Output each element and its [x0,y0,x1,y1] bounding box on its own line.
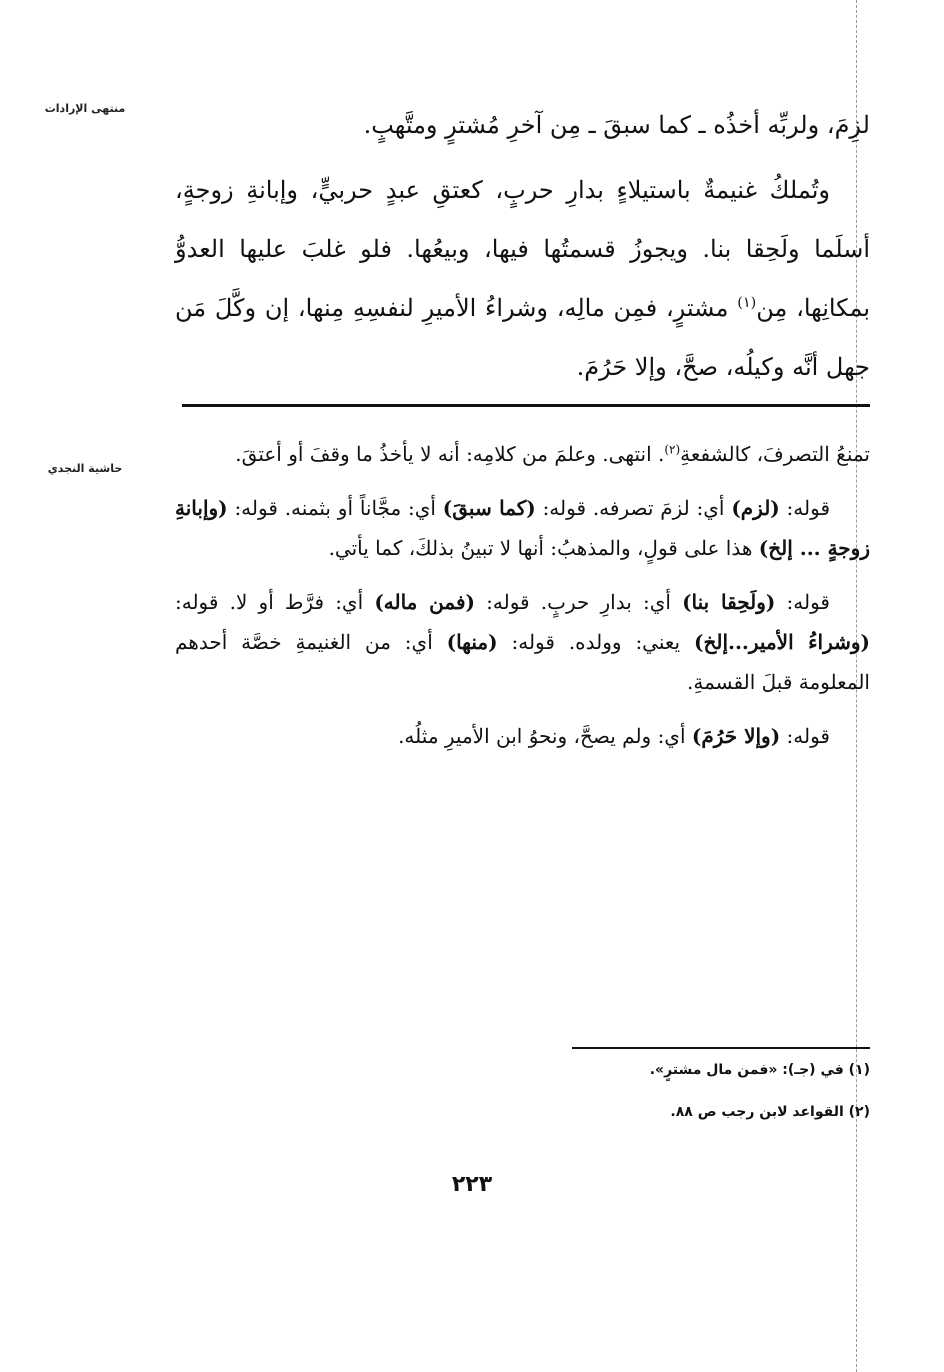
main-paragraph-2 [175,161,870,397]
main-paragraph-2-part-a: وتُملكُ غنيمةٌ باستيلاءٍ بدارِ حربٍ، كعتقِ عبدٍ حربيٍّ، وإبانةِ زوجةٍ، أسلَما ولَحِقا بنا. ويجوزُ قسمتُها فيها، وبيعُها. فلو غلبَ عليها العدوُّ بمكانِها، مِن [175,176,870,322]
quoted-keyword: (منها) [446,630,498,654]
commentary-segment: يعني: وولده. قوله: [497,630,694,654]
quoted-keyword: (وإلا حَرُمَ) [691,724,781,748]
commentary-segment: أي: مجَّاناً أو بثمنه. قوله: [227,496,443,520]
main-text [175,96,870,397]
quoted-keyword: (ولَحِقا بنا) [682,590,776,614]
commentary-segment: أي: لزمَ تصرفه. قوله: [535,496,732,520]
commentary-segment: أي: ولم يصحَّ، ونحوُ ابن الأميرِ مثلُه. [398,724,692,748]
commentary-segment: أي: فرَّط أو لا. قوله: [175,590,375,614]
commentary-segment: قوله: [779,496,831,520]
commentary-paragraph-1 [175,434,870,474]
footnote-ref-2: (٢) [664,442,681,457]
commentary-1-part-b: . انتهى. وعلمَ من كلامِه: أنه لا يأخذُ ما وقفَ أو أعتقَ. [235,442,665,466]
footnote-ref-1: (١) [737,295,757,311]
footnote-2: (٢) القواعد لابن رجب ص ٨٨. [670,1104,870,1120]
commentary-paragraph-4 [175,716,870,756]
side-label-main: منتهى الإرادات [44,102,126,115]
main-paragraph-1: لزِمَ، ولربِّه أخذُه ـ كما سبقَ ـ مِن آخرِ مُشترٍ ومتَّهبٍ. [363,111,870,139]
commentary-segment: قوله: [775,590,830,614]
commentary-segment: هذا على قولٍ، والمذهبُ: أنها لا تبينُ بذلكَ، كما يأتي. [328,536,759,560]
quoted-keyword: (لزم) [731,496,780,520]
page-number: ٢٢٣ [451,1172,493,1197]
commentary-segment: أي: بدارِ حربٍ. قوله: [474,590,683,614]
footnotes [380,1060,870,1144]
side-label-commentary: حاشية النجدي [47,462,123,475]
main-paragraph-2-part-b: مشترٍ، فمِن مالِه، وشراءُ الأميرِ لنفسِهِ مِنها، إن وكَّلَ مَن جهل أنَّه وكيلُه، صحَّ، وإلا حَرُمَ. [175,294,870,381]
commentary-text [175,434,870,770]
commentary-segment: أي: من الغنيمةِ خصَّة أحدهم المعلومة قبلَ القسمةِ. [175,630,870,694]
commentary-paragraph-3 [175,582,870,702]
quoted-keyword: (كما سبقَ) [442,496,536,520]
quoted-keyword: (فمن ماله) [374,590,475,614]
footnote-1: (١) في (جـ): «فمن مال مشترٍ». [649,1062,870,1078]
commentary-1-part-a: تمنعُ التصرفَ، كالشفعةِ [680,442,870,466]
commentary-paragraph-2 [175,488,870,568]
quoted-keyword: (وإبانةِ زوجةٍ ... إلخ) [175,496,870,560]
commentary-segment: قوله: [780,724,830,748]
footnote-rule [572,1047,870,1049]
quoted-keyword: (وشراءُ الأمير...إلخ) [693,630,870,654]
section-separator [182,404,870,407]
